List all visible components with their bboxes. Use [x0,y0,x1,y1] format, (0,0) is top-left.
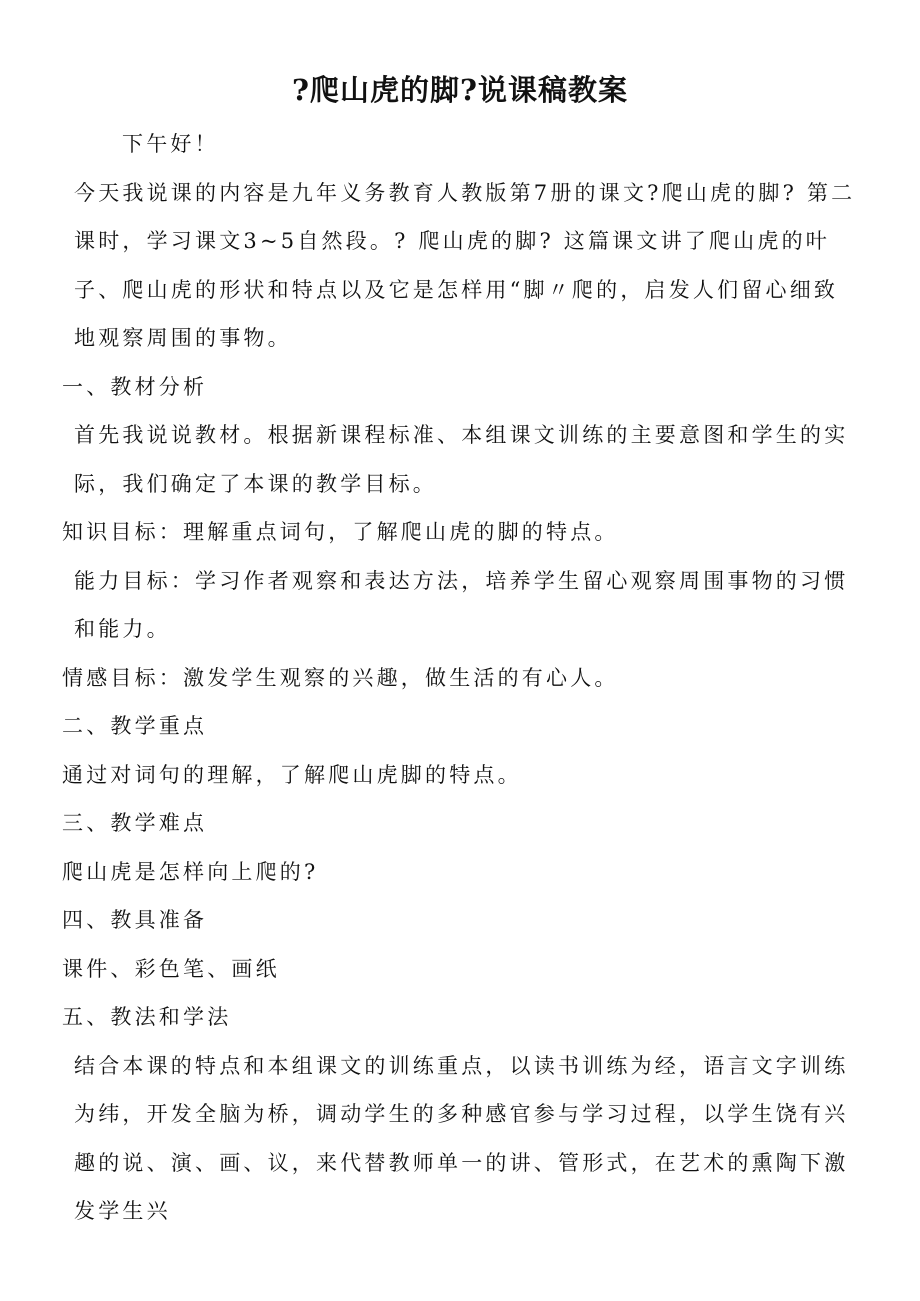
document-body [62,120,862,1236]
section-heading-textbook-analysis: 一、教材分析 [62,374,208,399]
greeting: 下午好！ [122,132,219,156]
paragraph-textbook-analysis: 首先我说说教材。根据新课程标准、本组课文训练的主要意图和学生的实际，我们确定了本课的教学目标。 [74,423,849,496]
section-heading-teaching-focus: 二、教学重点 [62,714,208,738]
section-heading-teaching-aids: 四、教具准备 [62,908,208,932]
paragraph-teaching-difficulty: 爬山虎是怎样向上爬的? [62,859,319,884]
goal-emotion: 情感目标：激发学生观察的兴趣，做生活的有心人。 [62,665,619,690]
document-title: ?爬山虎的脚?说课稿教案 [292,73,628,107]
goal-knowledge: 知识目标：理解重点词句，了解爬山虎的脚的特点。 [62,520,619,544]
section-heading-methods: 五、教法和学法 [62,1005,232,1029]
paragraph-teaching-focus: 通过对词句的理解，了解爬山虎脚的特点。 [62,762,522,787]
section-heading-teaching-difficulty: 三、教学难点 [62,811,208,835]
paragraph-teaching-aids: 课件、彩色笔、画纸 [62,956,280,981]
paragraph-intro: 今天我说课的内容是九年义务教育人教版第7册的课文?爬山虎的脚? 第二课时，学习课文3~5自然段。? 爬山虎的脚? 这篇课文讲了爬山虎的叶子、爬山虎的形状和特点以及它是怎样用“脚〃爬的，启发人们留心细致地观察周围的事物。 [74,180,856,350]
goal-ability: 能力目标：学习作者观察和表达方法，培养学生留心观察周围事物的习惯和能力。 [74,568,849,641]
paragraph-methods: 结合本课的特点和本组课文的训练重点，以读书训练为经，语言文字训练为纬，开发全脑为桥，调动学生的多种感官参与学习过程，以学生饶有兴趣的说、演、画、议，来代替教师单一的讲、管形式，在艺术的熏陶下激发学生兴 [74,1053,849,1223]
